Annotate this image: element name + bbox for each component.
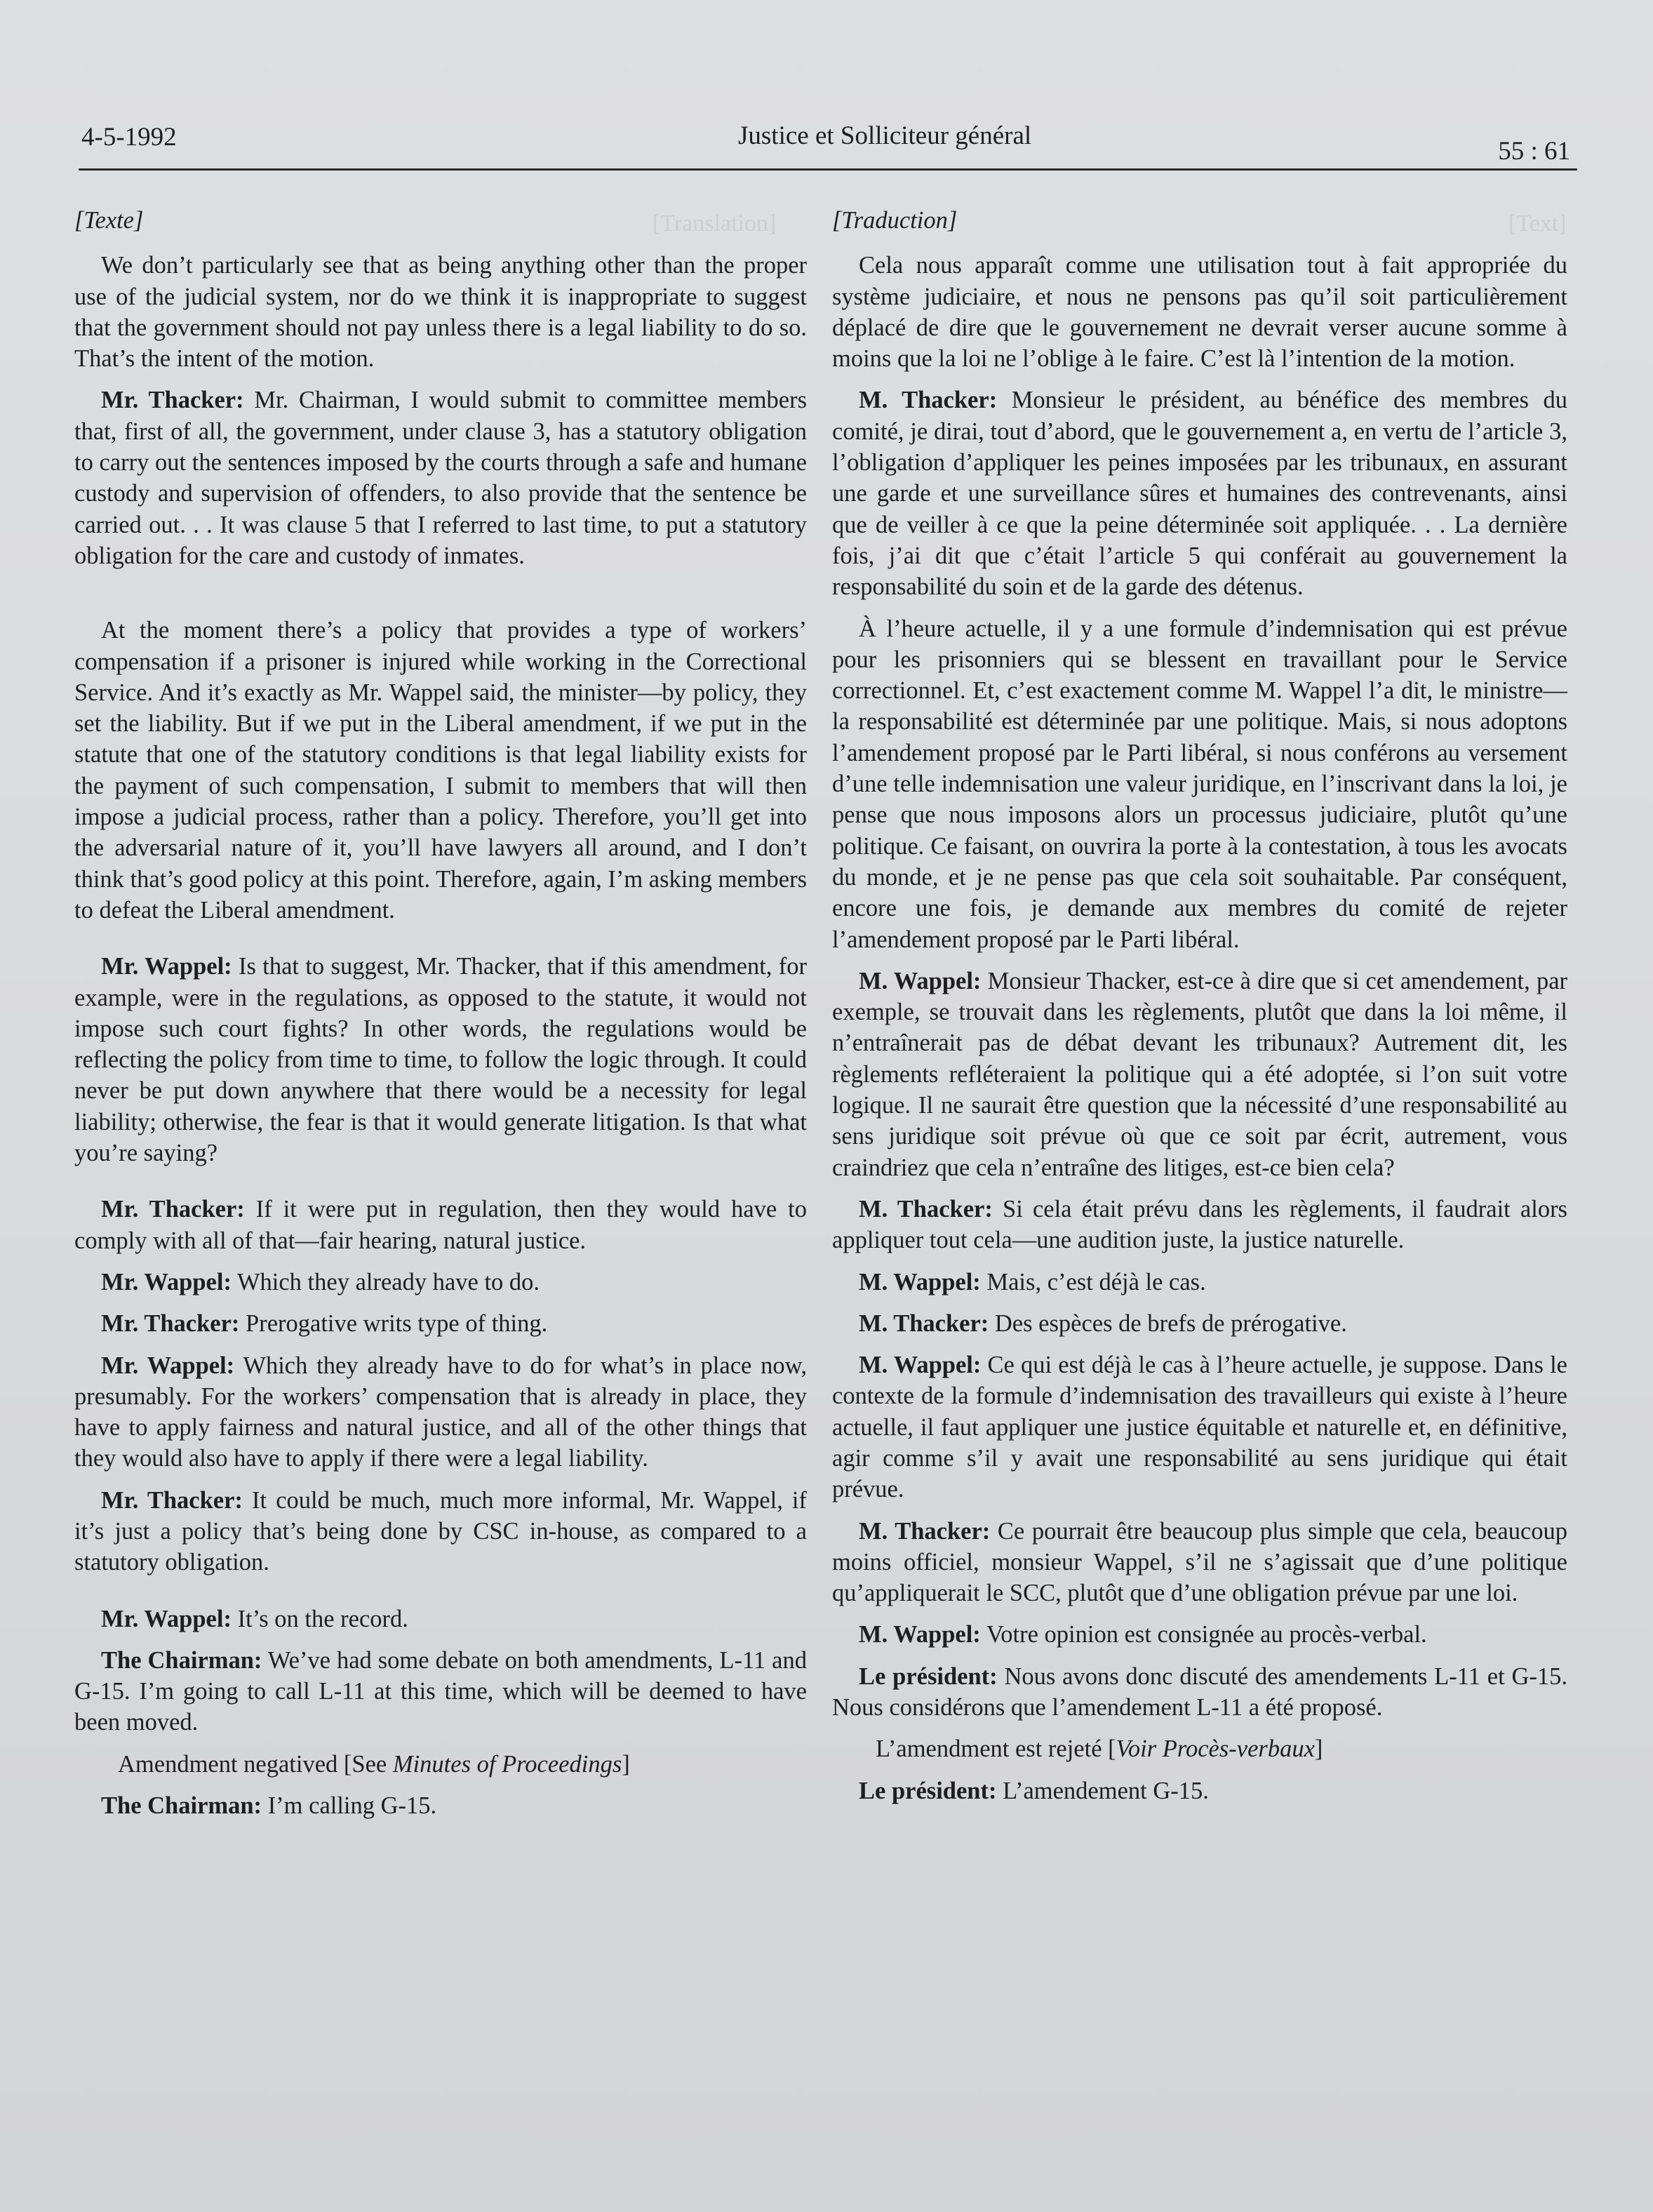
speech-paragraph <box>832 1267 1567 1298</box>
speech-paragraph <box>832 1661 1567 1724</box>
speech-paragraph <box>832 385 1567 602</box>
speaker-name: The Chairman: <box>101 1792 262 1820</box>
speech-text: Votre opinion est consignée au procès-verbal. <box>986 1621 1427 1648</box>
speaker-name: M. Wappel: <box>859 967 982 994</box>
speech-paragraph <box>832 1350 1567 1505</box>
speaker-name: Le président: <box>859 1777 997 1804</box>
header-date: 4-5-1992 <box>81 123 177 152</box>
speaker-name: M. Wappel: <box>859 1621 981 1648</box>
speaker-name: M. Thacker: <box>859 1517 991 1545</box>
header-page-number: 55 : 61 <box>1498 137 1570 166</box>
section-label: [Traduction] <box>832 207 958 234</box>
french-column <box>832 205 1567 1817</box>
speech-text: It’s on the record. <box>237 1605 408 1632</box>
speech-paragraph <box>74 385 807 571</box>
speaker-name: Mr. Thacker: <box>101 1196 245 1223</box>
motion-result-text: L’amendment est rejeté [ <box>876 1735 1116 1763</box>
speech-paragraph <box>74 1308 807 1339</box>
speech-text: Monsieur Thacker, est-ce à dire que si cet amendement, par exemple, se trouvait dans les règlements, plutôt que dans la loi même, il n’entraînerait pas de débat devant les tribunaux? Autrement dit, les règlements refléteraient la politique qui a été adoptée, si l’on suit votre logique. Il ne saurait être question que la nécessité d’une responsabilité au sens juridique soit prévue où que ce soit par écrit, autrement, vous craindriez que cela n’entraîne des litiges, est-ce bien cela? <box>832 967 1568 1181</box>
speech-text: It could be much, much more informal, Mr. Wappel, if it’s just a policy that’s being done by CSC in-house, as compared to a statutory obligation. <box>74 1486 807 1576</box>
speech-text: We’ve had some debate on both amendments, L-11 and G-15. I’m going to call L-11 at this time, which will be deemed to have been moved. <box>74 1646 807 1736</box>
motion-result-reference: Minutes of Proceedings <box>392 1750 622 1778</box>
speech-paragraph <box>74 1194 807 1256</box>
section-label: [Texte] <box>74 207 144 234</box>
english-column <box>74 205 807 1832</box>
speech-paragraph <box>832 966 1567 1183</box>
motion-result-reference: Voir Procès-verbaux <box>1116 1735 1315 1763</box>
speech-paragraph <box>74 1267 807 1298</box>
speech-paragraph <box>832 1775 1567 1806</box>
paragraph-text: À l’heure actuelle, il y a une formule d’indemnisation qui est prévue pour les prisonniers qui se blessent en travaillant pour le Service correctionnel. Et, c’est exactement comme M. Wappel l’a dit, le ministre—la responsabilité est déterminée par une politique. Mais, si nous adoptons l’amendement proposé par le Parti libéral, si nous conférons au versement d’une telle indemnisation une valeur juridique, en l’inscrivant dans la loi, je pense que nous imposons alors un processus judiciaire, plutôt qu’une politique. Ce faisant, on ouvrira la porte à la contestation, à tous les avocats du monde, et je ne pense pas que cela soit souhaitable. Par conséquent, encore une fois, je demande aux membres du comité de rejeter l’amendement proposé par le Parti libéral. <box>832 615 1567 953</box>
speaker-name: Le président: <box>859 1663 998 1690</box>
speaker-name: Mr. Thacker: <box>101 1486 243 1514</box>
show-through-text: [Translation] <box>652 211 777 236</box>
speech-text: Which they already have to do for what’s in place now, presumably. For the workers’ compensation that is already in place, they have to apply fairness and natural justice, and all of the other things that they would also have to apply if there were a legal liability. <box>74 1352 807 1472</box>
speaker-name: M. Thacker: <box>859 1310 989 1337</box>
paragraph <box>832 250 1567 374</box>
speaker-name: Mr. Wappel: <box>101 953 232 980</box>
speech-text: Des espèces de brefs de prérogative. <box>994 1310 1347 1337</box>
speaker-name: The Chairman: <box>101 1646 262 1674</box>
speaker-name: Mr. Wappel: <box>101 1605 232 1632</box>
paragraph <box>74 615 807 926</box>
speech-paragraph <box>832 1308 1567 1339</box>
speech-paragraph <box>74 951 807 1168</box>
speech-paragraph <box>74 1645 807 1738</box>
speaker-name: M. Thacker: <box>859 387 998 414</box>
header-journal-title: Justice et Solliciteur général <box>738 121 1032 150</box>
paragraph <box>74 250 807 374</box>
speech-paragraph <box>832 1619 1567 1650</box>
speech-text: Is that to suggest, Mr. Thacker, that if this amendment, for example, were in the regulations, as opposed to the statute, it would not impose such court fights? In other words, the regulations would be reflecting the policy from time to time, to follow the logic through. It could never be put down anywhere that there would be a necessity for legal liability; otherwise, the fear is that it would generate litigation. Is that what you’re saying? <box>74 953 807 1167</box>
speaker-name: Mr. Wappel: <box>101 1268 232 1295</box>
speech-text: I’m calling G-15. <box>267 1792 437 1820</box>
speech-text: L’amendement G-15. <box>1003 1777 1209 1804</box>
speech-text: Nous avons donc discuté des amendements L-11 et G-15. Nous considérons que l’amendement L-11 a été proposé. <box>832 1663 1568 1721</box>
speaker-name: Mr. Thacker: <box>101 1310 240 1338</box>
speech-text: If it were put in regulation, then they would have to comply with all of that—fair hearing, natural justice. <box>74 1196 807 1254</box>
speaker-name: M. Thacker: <box>859 1195 993 1222</box>
paragraph <box>832 613 1567 955</box>
speech-text: Prerogative writs type of thing. <box>246 1310 548 1338</box>
speech-paragraph <box>74 1604 807 1634</box>
speaker-name: Mr. Thacker: <box>101 387 244 414</box>
speech-text: Mais, c’est déjà le cas. <box>986 1268 1206 1295</box>
speech-paragraph <box>832 1194 1567 1256</box>
speech-paragraph <box>74 1350 807 1474</box>
speech-text: Monsieur le président, au bénéfice des membres du comité, je dirai, tout d’abord, que le gouvernement a, en vertu de l’article 3, l’obligation d’appliquer les peines imposées par les tribunaux, en assurant une garde et une surveillance sûres et humaines des contrevenants, ainsi que de veiller à ce que la peine déterminée soit appliquée. . . La dernière fois, j’ai dit que c’était l’article 5 qui conférait au gouvernement la responsabilité du soin et de la garde des détenus. <box>832 387 1568 601</box>
speech-paragraph <box>74 1485 807 1578</box>
show-through-text: [Text] <box>1508 211 1567 236</box>
motion-result-bracket: ] <box>622 1750 630 1778</box>
speaker-name: Mr. Wappel: <box>101 1352 235 1379</box>
motion-result <box>74 1749 807 1780</box>
speech-paragraph <box>74 1790 807 1821</box>
paragraph-text: We don’t particularly see that as being anything other than the proper use of the judicial system, nor do we think it is inappropriate to suggest that the government should not pay unless there is a legal liability to do so. That’s the intent of the motion. <box>74 252 807 373</box>
speech-text: Si cela était prévu dans les règlements, il faudrait alors appliquer tout cela—une audition juste, la justice naturelle. <box>832 1195 1567 1254</box>
speech-text: Which they already have to do. <box>236 1268 540 1295</box>
motion-result-text: Amendment negatived [See <box>118 1750 393 1778</box>
speaker-name: M. Wappel: <box>859 1352 982 1379</box>
running-header <box>79 118 1577 171</box>
speech-text: Mr. Chairman, I would submit to committee members that, first of all, the government, under clause 3, has a statutory obligation to carry out the sentences imposed by the courts through a safe and humane custody and supervision of offenders, to also provide that the sentence be carried out. . . It was clause 5 that I referred to last time, to put a statutory obligation for the care and custody of inmates. <box>74 387 808 569</box>
speech-text: Ce qui est déjà le cas à l’heure actuelle, je suppose. Dans le contexte de la formule d’indemnisation des travailleurs qui existe à l’heure actuelle, il faut appliquer une justice équitable et naturelle et, en définitive, agir comme s’il y avait une responsabilité au sens juridique qui était prévue. <box>832 1352 1567 1503</box>
speech-paragraph <box>832 1516 1567 1609</box>
motion-result-bracket: ] <box>1314 1735 1323 1763</box>
paragraph-text: Cela nous apparaît comme une utilisation tout à fait appropriée du système judiciaire, et nous ne pensons pas qu’il soit particulièrement déplacé de dire que le gouvernement ne devrait verser aucune somme à moins que la loi ne l’oblige à le faire. C’est là l’intention de la motion. <box>832 252 1567 373</box>
speech-text: Ce pourrait être beaucoup plus simple que cela, beaucoup moins officiel, monsieur Wappel, s’il ne s’agissait que d’une politique qu’appliquerait le SCC, plutôt que d’une obligation prévue par une loi. <box>832 1517 1568 1607</box>
paragraph-text: At the moment there’s a policy that provides a type of workers’ compensation if a prisoner is injured while working in the Correctional Service. And it’s exactly as Mr. Wappel said, the minister—by policy, they set the liability. But if we put in the Liberal amendment, if we put in the statute that one of the statutory conditions is that legal liability exists for the payment of such compensation, I submit to members that will then impose a judicial process, rather than a policy. Therefore, you’ll get into the adversarial nature of it, you’ll have lawyers all around, and I don’t think that’s good policy at this point. Therefore, again, I’m asking members to defeat the Liberal amendment. <box>74 617 807 924</box>
speaker-name: M. Wappel: <box>859 1268 981 1295</box>
motion-result <box>832 1733 1567 1764</box>
